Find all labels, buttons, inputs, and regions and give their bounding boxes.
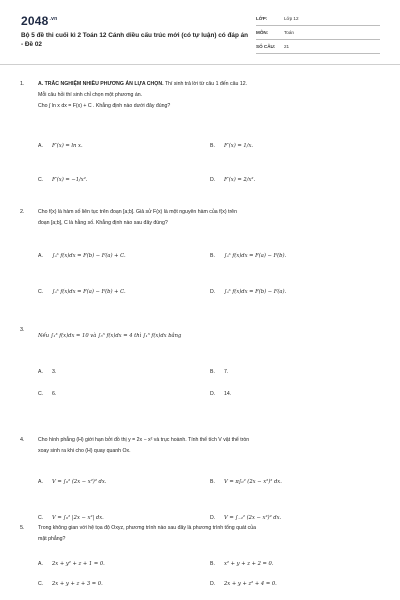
option-c[interactable]: C. ∫ₐᵇ f(x)dx = F(a) − F(b) + C. bbox=[38, 289, 126, 295]
question-3: 3. Nếu ∫₁³ f(x)dx = 10 và ∫₃⁵ f(x)dx = 4 thì ∫₁⁵ f(x)dx bằng A. 3. B. 7. C. 6. D. 14. bbox=[20, 327, 232, 397]
question-2: 2. Cho f(x) là hàm số liên tục trên đoạn [a;b]. Giả sử F(x) là một nguyên hàm của f(x) trên đoạn [a;b], C là hằng số. Khẳng định nào sau đây đúng? A. ∫ₐᵇ f(x)dx = F(b) − F(a) + C. B. ∫ₐᵇ f(x)dx = F(a) − F(b). C. ∫ₐᵇ f(x)dx = F(a) − F(b) + C. D. ∫ₐᵇ f(x)dx = F(b) − F(a). bbox=[20, 209, 287, 295]
question-1: 1. A. TRẮC NGHIỆM NHIỀU PHƯƠNG ÁN LỰA CHỌN. Thí sinh trả lời từ câu 1 đến câu 12. Mỗi câu hỏi thí sinh chỉ chọn một phương án. Cho ∫ ln x dx = F(x) + C . Khẳng định nào dưới đây đúng? A. F′(x) = ln x. B. F′(x) = 1/x. C. F′(x) = −1/x². D. F′(x) = 2/x². bbox=[20, 81, 256, 183]
option-d[interactable]: D. 14. bbox=[210, 391, 232, 397]
option-b[interactable]: B. x² + y + z + 2 = 0. bbox=[210, 561, 274, 567]
option-b[interactable]: B. V = π∫₀² (2x − x²)² dx. bbox=[210, 479, 282, 485]
option-c[interactable]: C. V = ∫₀² |2x − x²| dx. bbox=[38, 515, 104, 521]
option-a[interactable]: A. 3. bbox=[38, 369, 57, 375]
option-c[interactable]: C. F′(x) = −1/x². bbox=[38, 177, 88, 183]
option-d[interactable]: D. 2x + y + z² + 4 = 0. bbox=[210, 581, 277, 587]
option-d[interactable]: D. V = ∫₋₂² (2x − x²)² dx. bbox=[210, 515, 282, 521]
option-a[interactable]: A. ∫ₐᵇ f(x)dx = F(b) − F(a) + C. bbox=[38, 253, 126, 259]
site-logo[interactable]: $2048^{.vn}$ bbox=[21, 14, 58, 28]
meta-row-count: SỐ CÂU: 21 bbox=[256, 42, 380, 54]
meta-row-subject: MÔN: Toán bbox=[256, 28, 380, 40]
option-a[interactable]: A. 2x + y² + z + 1 = 0. bbox=[38, 561, 105, 567]
document-meta bbox=[256, 14, 380, 56]
question-5: 5. Trong không gian với hệ tọa độ Oxyz, phương trình nào sau đây là phương trình tổng quát của mặt phẳng? A. 2x + y² + z + 1 = 0. B. x² + y + z + 2 = 0. C. 2x + y + z + 3 = 0. D. 2x + y + z² + 4 = 0. bbox=[20, 525, 277, 587]
option-c[interactable]: C. 6. bbox=[38, 391, 57, 397]
section-heading: A. TRẮC NGHIỆM NHIỀU PHƯƠNG ÁN LỰA CHỌN. bbox=[38, 81, 164, 87]
question-4: 4. Cho hình phẳng (H) giới hạn bởi đồ thị y = 2x − x² và trục hoành. Tính thể tích V vật thể tròn xoay sinh ra khi cho (H) quay quanh Ox. A. V = ∫₀² (2x − x²)² dx. B. V = π∫₀² (2x − x²)² dx. C. V = ∫₀² |2x − x²| dx. D. V = ∫₋₂² (2x − x²)² dx. bbox=[20, 437, 282, 521]
option-b[interactable]: B. 7. bbox=[210, 369, 229, 375]
document-header bbox=[0, 0, 400, 65]
option-b[interactable]: B. ∫ₐᵇ f(x)dx = F(a) − F(b). bbox=[210, 253, 287, 259]
option-a[interactable]: A. F′(x) = ln x. bbox=[38, 143, 83, 149]
option-a[interactable]: A. V = ∫₀² (2x − x²)² dx. bbox=[38, 479, 107, 485]
document-title: Bộ 5 đề thi cuối kì 2 Toán 12 Cánh diều cấu trúc mới (có tự luận) có đáp án - Đề 02 bbox=[21, 32, 249, 48]
meta-row-class: LỚP: Lớp 12 bbox=[256, 14, 380, 26]
option-d[interactable]: D. ∫ₐᵇ f(x)dx = F(b) − F(a). bbox=[210, 289, 287, 295]
option-d[interactable]: D. F′(x) = 2/x². bbox=[210, 177, 256, 183]
option-b[interactable]: B. F′(x) = 1/x. bbox=[210, 143, 254, 149]
option-c[interactable]: C. 2x + y + z + 3 = 0. bbox=[38, 581, 103, 587]
